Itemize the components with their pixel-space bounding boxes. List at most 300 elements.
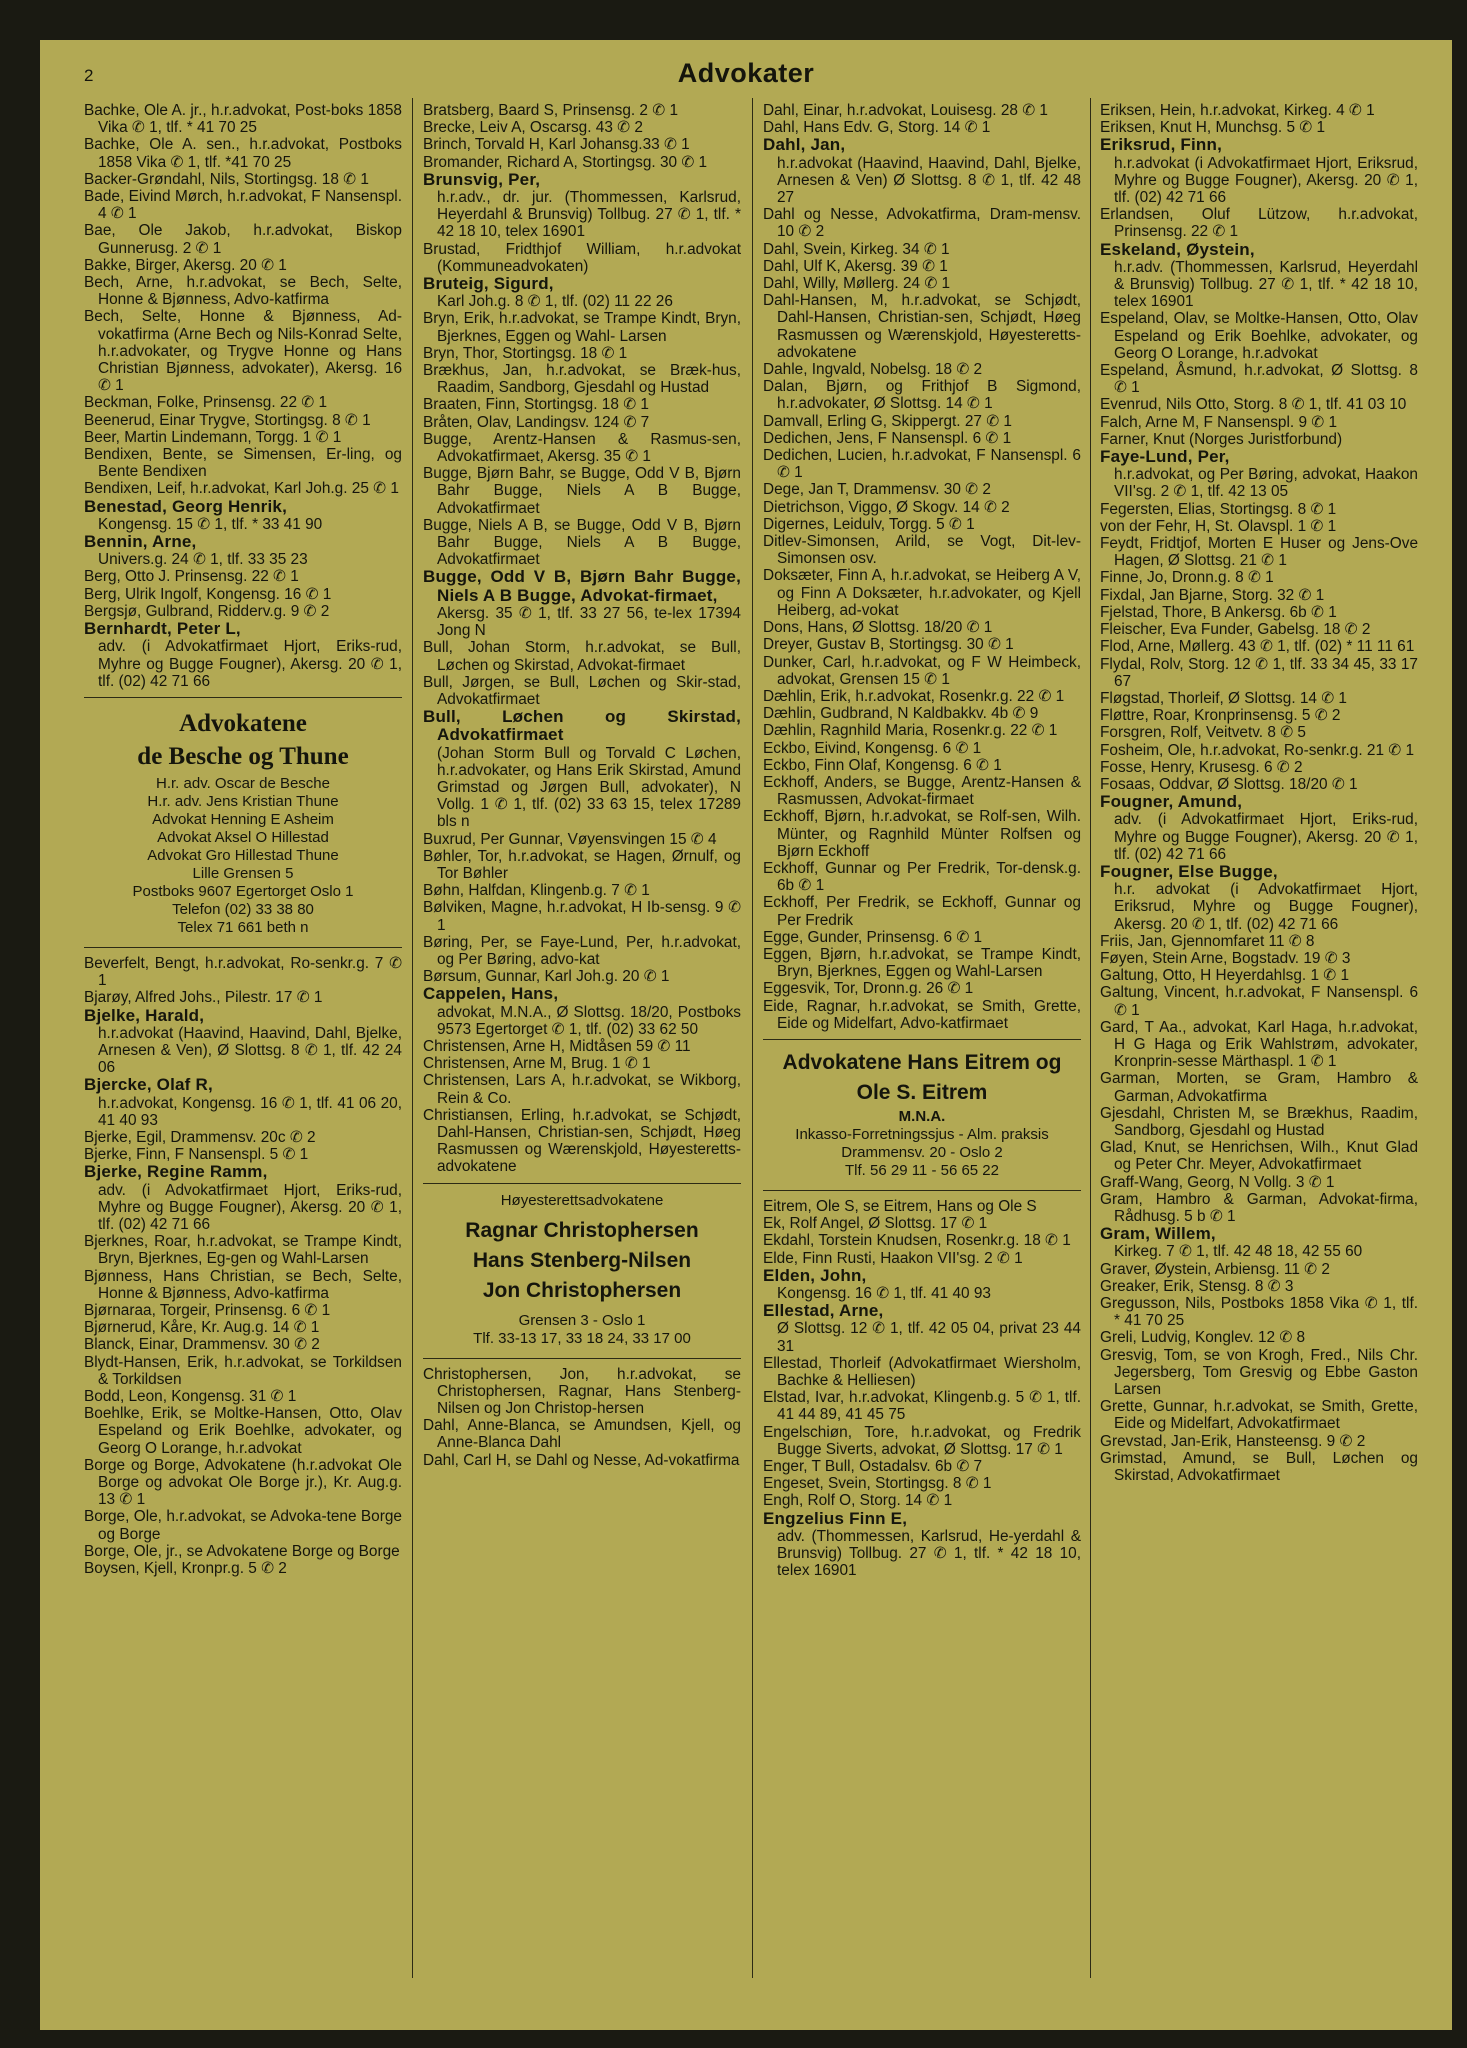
listing-entry [423,345,741,362]
listing-text: Fjelstad, Thore, B Ankersg. 6b ✆ 1 [1100,603,1337,621]
listing-text: Dæhlin, Ragnhild Maria, Rosenkr.g. 22 ✆ 1 [763,722,1058,740]
listing-text: Dahle, Ingvald, Nobelsg. 18 ✆ 2 [763,361,983,379]
listing-entry [84,1146,402,1163]
listing-text: h.r.adv., dr. jur. (Thommessen, Karlsrud, Heyerdahl & Brunsvig) Tollbug. 27 ✆ 1, tlf. * 42 18 10, telex 16901 [437,189,741,241]
listing-entry [763,275,1081,292]
listing-text: Elde, Finn Rusti, Haakon VII'sg. 2 ✆ 1 [763,1249,1023,1267]
listing-name: Engzelius Finn E, [763,1508,908,1528]
listing-entry [763,860,1081,894]
listing-text: adv. (i Advokatfirmaet Hjort, Eriks-rud, Myhre og Bugge Fougner), Akersg. 20 ✆ 1, tlf. (02) 42 71 66 [98,638,402,690]
entry-list [84,102,402,690]
listing-entry [84,955,402,989]
listing-text: Dæhlin, Gudbrand, N Kaldbakkv. 4b ✆ 9 [763,705,1039,723]
listing-text: Kirkeg. 7 ✆ 1, tlf. 42 48 18, 42 55 60 [1114,1243,1363,1261]
listing-text: Blydt-Hansen, Erik, h.r.advokat, se Torkildsen & Torkildsen [84,1353,402,1388]
listing-entry [1100,638,1418,655]
listing-entry [84,498,402,533]
listing-text: Farner, Knut (Norges Juristforbund) [1100,430,1343,448]
column-divider [1090,98,1091,1978]
entry-list [763,102,1081,1032]
listing-text: Eckbo, Eivind, Kongensg. 6 ✆ 1 [763,739,982,757]
listing-text: Bugge, Arentz-Hansen & Rasmus-sen, Advokatfirmaet, Akersg. 35 ✆ 1 [423,430,741,466]
listing-text: Brinch, Torvald H, Karl Johansg.33 ✆ 1 [423,136,690,154]
listing-text: Dedichen, Lucien, h.r.advokat, F Nansenspl. 6 ✆ 1 [763,447,1081,482]
listing-entry [84,1388,402,1405]
listing-entry [423,848,741,882]
listing-text: Univers.g. 24 ✆ 1, tlf. 33 35 23 [98,551,308,569]
listing-entry [1100,967,1418,984]
ad-line: Drammensv. 20 - Oslo 2 [841,1143,1003,1161]
listing-entry [1100,119,1418,136]
ad-christophersen [423,1183,741,1359]
listing-text: Graff-Wang, Georg, N Vollg. 3 ✆ 1 [1100,1173,1335,1191]
listing-text: Bjørnaraa, Torgeir, Prinsensg. 6 ✆ 1 [84,1301,331,1319]
listing-entry [423,414,741,431]
listing-name: Cappelen, Hans, [423,984,559,1004]
listing-entry [763,533,1081,567]
listing-entry [1100,448,1418,501]
listing-text: Fleischer, Eva Funder, Gabelsg. 18 ✆ 2 [1100,621,1371,639]
listing-entry [1100,793,1418,863]
listing-text: Feydt, Fridtjof, Morten E Huser og Jens-Ove Hagen, Ø Slottsg. 21 ✆ 1 [1100,535,1418,570]
listing-name: Dahl, Jan, [763,135,846,155]
listing-entry [763,705,1081,722]
listing-text: (Johan Storm Bull og Torvald C Løchen, h.r.advokater, og Hans Erik Skirstad, Amund Grimstad og Jørgen Bull, advokater), N Vollg. 1 ✆ 1, tlf. (02) 33 63 15, telex 17289 bls n [437,744,741,831]
listing-entry [763,292,1081,361]
listing-text: Bøhn, Halfdan, Klingenb.g. 7 ✆ 1 [423,882,650,900]
listing-entry [1100,396,1418,413]
listing-entry [423,136,741,153]
listing-text: Eckbo, Finn Olaf, Kongensg. 6 ✆ 1 [763,756,1002,774]
listing-text: Bromander, Richard A, Stortingsg. 30 ✆ 1 [423,153,708,171]
listing-entry [423,968,741,985]
listing-entry [763,481,1081,498]
listing-text: Bakke, Birger, Akersg. 20 ✆ 1 [84,256,287,274]
listing-text: Espeland, Olav, se Moltke-Hansen, Otto, Olav Espeland og Erik Boehlke, advokater, og Georg O Lorange, h.r.advokat [1100,310,1418,362]
listing-entry [763,1232,1081,1249]
listing-entry [1100,535,1418,569]
listing-text: Christensen, Lars A, h.r.advokat, se Wikborg, Rein & Co. [423,1072,741,1107]
listing-text: von der Fehr, H, St. Olavspl. 1 ✆ 1 [1100,517,1337,535]
listing-entry [1100,759,1418,776]
listing-text: adv. (Thommessen, Karlsrud, He-yerdahl & Brunsvig) Tollbug. 27 ✆ 1, tlf. * 42 18 10, telex 16901 [777,1527,1081,1580]
listing-text: Bjerke, Finn, F Nansenspl. 5 ✆ 1 [84,1146,309,1164]
listing-entry [423,241,741,275]
listing-entry [423,1366,741,1418]
listing-entry [423,1417,741,1451]
listing-entry [1100,621,1418,638]
listing-text: advokat, M.N.A., Ø Slottsg. 18/20, Postboks 9573 Egertorget ✆ 1, tlf. (02) 33 62 50 [437,1003,741,1038]
listing-name: Bernhardt, Peter L, [84,619,241,639]
listing-text: Bjerke, Egil, Drammensv. 20c ✆ 2 [84,1128,316,1146]
listing-name: Gram, Willem, [1100,1224,1216,1244]
listing-text: Greaker, Erik, Stensg. 8 ✆ 3 [1100,1277,1294,1295]
listing-text: Bjarøy, Alfred Johs., Pilestr. 17 ✆ 1 [84,989,323,1007]
listing-entry [423,362,741,396]
listing-text: adv. (i Advokatfirmaet Hjort, Eriks-rud, Myhre og Bugge Fougner), Akersg. 20 ✆ 1, tlf. (02) 42 71 66 [98,1181,402,1233]
ad-line: Telefon (02) 33 38 80 [172,900,314,918]
listing-entry [423,431,741,465]
listing-entry [84,1457,402,1509]
listing-text: Bjerknes, Roar, h.r.advokat, se Trampe Kindt, Bryn, Bjerknes, Eg-gen og Wahl-Larsen [84,1233,402,1268]
listing-entry [1100,690,1418,707]
listing-text: Digernes, Leidulv, Torgg. 5 ✆ 1 [763,515,975,533]
listing-text: Erlandsen, Oluf Lützow, h.r.advokat, Prinsensg. 22 ✆ 1 [1100,206,1418,241]
listing-text: Eide, Ragnar, h.r.advokat, se Smith, Grette, Eide og Midelfart, Advo-katfirmaet [763,997,1081,1032]
listing-entry [1100,1433,1418,1450]
entry-list [423,1366,741,1469]
ad-lines [423,1312,741,1348]
listing-entry [423,568,741,639]
listing-text: Buxrud, Per Gunnar, Vøyensvingen 15 ✆ 4 [423,830,717,848]
listing-text: h.r.advokat, og Per Børing, advokat, Haakon VII'sg. 2 ✆ 1, tlf. 42 13 05 [1114,466,1418,501]
listing-text: h.r.advokat (Haavind, Haavind, Dahl, Bjelke, Arnesen & Ven), Ø Slottsg. 8 ✆ 1, tlf. 42 24 06 [98,1024,402,1077]
listing-entry [1100,950,1418,967]
listing-text: Borge, Ole, jr., se Advokatene Borge og Borge [84,1542,400,1560]
listing-entry [84,568,402,585]
listing-text: Bech, Selte, Honne & Bjønness, Ad-vokatfirma (Arne Bech og Nils-Konrad Selte, h.r.advokater, og Trygve Honne og Hans Christian Bjønness, advokater), Akersg. 16 ✆ 1 [84,308,402,395]
listing-text: Fixdal, Jan Bjarne, Storg. 32 ✆ 1 [1100,586,1325,604]
ad-line: Advokat Henning E Asheim [152,810,334,828]
listing-entry [1100,1105,1418,1139]
listing-entry [423,102,741,119]
listing-text: Boehlke, Erik, se Moltke-Hansen, Otto, Olav Espeland og Erik Boehlke, advokater, og Georg O Lorange, h.r.advokat [84,1405,402,1457]
listing-entry [423,934,741,968]
page-number: 2 [84,66,94,85]
ad-line: Advokat Aksel O Hillestad [157,828,329,846]
listing-text: Bech, Arne, h.r.advokat, se Bech, Selte, Honne & Bjønness, Advo-katfirma [84,274,402,309]
listing-entry [763,929,1081,946]
listing-text: Glad, Knut, se Henrichsen, Wilh., Knut Glad og Peter Chr. Meyer, Advokatfirmaet [1100,1139,1418,1174]
listing-entry [763,1475,1081,1492]
column-3 [763,102,1081,1579]
ad-line: H.r. adv. Oscar de Besche [156,774,330,792]
listing-entry [84,620,402,690]
listing-entry [1100,1347,1418,1399]
listing-entry [1100,569,1418,586]
listing-name: Bull, Løchen og Skirstad, Advokatfirmaet [423,707,741,745]
listing-text: Gard, T Aa., advokat, Karl Haga, h.r.advokat, H G Haga og Erik Wahlstrøm, advokater, Kronprin-sesse Märthaspl. 1 ✆ 1 [1100,1018,1418,1071]
listing-text: Eckhoff, Gunnar og Per Fredrik, Tor-densk.g. 6b ✆ 1 [763,859,1081,895]
listing-entry [84,1268,402,1302]
listing-entry [84,533,402,568]
listing-entry [1100,984,1418,1018]
entry-list [763,1198,1081,1579]
listing-text: Ø Slottsg. 12 ✆ 1, tlf. 42 05 04, privat 23 44 31 [777,1320,1081,1355]
listing-text: Eggen, Bjørn, h.r.advokat, se Trampe Kindt, Bryn, Bjerknes, Eggen og Wahl-Larsen [763,945,1081,981]
listing-text: Dahl, Willy, Møllerg. 24 ✆ 1 [763,275,951,293]
listing-entry [763,757,1081,774]
listing-text: Eckhoff, Bjørn, h.r.advokat, se Rolf-sen, Wilh. Münter, og Ragnhild Münter Rolfsen og Bjørn Eckhoff [763,808,1081,860]
listing-entry [84,394,402,411]
listing-text: Fosse, Henry, Krusesg. 6 ✆ 2 [1100,758,1303,776]
column-2 [423,102,741,1469]
listing-text: Friis, Jan, Gjennomfaret 11 ✆ 8 [1100,932,1315,950]
ad-subtitle: de Besche og Thune [137,742,349,770]
listing-entry [423,985,741,1038]
listing-entry [763,1198,1081,1215]
listing-name: Bjelke, Harald, [84,1005,205,1025]
listing-text: Fosheim, Ole, h.r.advokat, Ro-senkr.g. 21 ✆ 1 [1100,741,1415,759]
listing-text: Dons, Hans, Ø Slottsg. 18/20 ✆ 1 [763,619,993,637]
column-divider [752,98,753,1978]
listing-text: Eckhoff, Per Fredrik, se Eckhoff, Gunnar og Per Fredrik [763,894,1081,929]
listing-text: Bade, Eivind Mørch, h.r.advokat, F Nansenspl. 4 ✆ 1 [84,188,402,223]
listing-name: Benestad, Georg Henrik, [84,496,287,516]
listing-text: h.r. advokat (i Advokatfirmaet Hjort, Eriksrud, Myhre og Bugge Fougner), Akersg. 20 ✆ 1, tlf. (02) 42 71 66 [1114,881,1418,933]
listing-entry [423,465,741,517]
listing-text: Eriksen, Hein, h.r.advokat, Kirkeg. 4 ✆ 1 [1100,102,1375,119]
listing-entry [763,980,1081,997]
listing-entry [1100,102,1418,119]
listing-text: Bachke, Ole A. sen., h.r.advokat, Postboks 1858 Vika ✆ 1, tlf. *41 70 25 [84,136,402,171]
listing-text: Espeland, Åsmund, h.r.advokat, Ø Slottsg. 8 ✆ 1 [1100,362,1418,397]
listing-text: Gjesdahl, Christen M, se Brækhus, Raadim, Sandborg, Gjesdahl og Hustad [1100,1104,1418,1139]
listing-entry [84,429,402,446]
ad-eitrem [763,1039,1081,1191]
listing-text: Grevstad, Jan-Erik, Hansteensg. 9 ✆ 2 [1100,1432,1366,1450]
listing-text: Gresvig, Tom, se von Krogh, Fred., Nils Chr. Jegersberg, Tom Gresvig og Ebbe Gaston Larsen [1100,1346,1418,1399]
listing-entry [763,447,1081,481]
listing-text: Kongensg. 16 ✆ 1, tlf. 41 40 93 [777,1284,991,1302]
listing-entry [84,1319,402,1336]
listing-entry [1100,362,1418,396]
column-divider [412,98,413,1978]
listing-text: Føyen, Stein Arne, Bogstadv. 19 ✆ 3 [1100,949,1351,967]
listing-entry [423,882,741,899]
listing-text: Christophersen, Jon, h.r.advokat, se Christophersen, Ragnar, Hans Stenberg-Nilsen og Jon Christop-hersen [423,1365,741,1417]
listing-entry [1100,1398,1418,1432]
listing-text: Bratsberg, Baard S, Prinsensg. 2 ✆ 1 [423,102,678,119]
listing-entry [763,361,1081,378]
listing-entry [423,154,741,171]
listing-entry [84,1129,402,1146]
listing-entry [423,674,741,708]
ad-line: Inkasso-Forretningssjus - Alm. praksis [795,1125,1049,1143]
ad-name: Hans Stenberg-Nilsen [472,1248,692,1272]
listing-text: Børsum, Gunnar, Karl Joh.g. 20 ✆ 1 [423,968,670,986]
listing-text: Bachke, Ole A. jr., h.r.advokat, Post-boks 1858 Vika ✆ 1, tlf. * 41 70 25 [84,102,402,137]
listing-entry [763,894,1081,928]
listing-text: Flydal, Rolv, Storg. 12 ✆ 1, tlf. 33 34 45, 33 17 67 [1100,655,1418,690]
column-4 [1100,102,1418,1484]
ad-title: Advokatene Hans Eitrem og Ole S. Eitrem [782,1050,1062,1104]
listing-entry [1100,1450,1418,1484]
listing-text: Forsgren, Rolf, Veitvetv. 8 ✆ 5 [1100,724,1306,742]
listing-name: Fougner, Else Bugge, [1100,861,1278,881]
listing-name: Fougner, Amund, [1100,792,1243,812]
listing-text: Grette, Gunnar, h.r.advokat, se Smith, Grette, Eide og Midelfart, Advokatfirmaet [1100,1398,1418,1433]
listing-entry [1100,136,1418,206]
listing-text: Bugge, Bjørn Bahr, se Bugge, Odd V B, Bjørn Bahr Bugge, Niels A B Bugge, Advokatfirmaet [423,465,741,517]
listing-entry [763,102,1081,119]
listing-entry [763,241,1081,258]
ad-sub: M.N.A. [898,1107,946,1125]
page-title: Advokater [677,58,815,88]
listing-text: Dahl-Hansen, M, h.r.advokat, se Schjødt, Dahl-Hansen, Christian-sen, Schjødt, Høeg Rasmussen og Wærenskjold, Høyesteretts-advokatene [763,292,1081,361]
listing-entry [84,222,402,256]
ad-line: H.r. adv. Jens Kristian Thune [147,792,339,810]
listing-entry [423,1038,741,1055]
listing-text: h.r.advokat, Kongensg. 16 ✆ 1, tlf. 41 06 20, 41 40 93 [98,1094,402,1129]
listing-entry [763,1389,1081,1423]
listing-entry [763,1492,1081,1509]
listing-entry [84,1354,402,1388]
listing-entry [763,636,1081,653]
listing-text: Beer, Martin Lindemann, Torgg. 1 ✆ 1 [84,428,342,446]
listing-entry [423,119,741,136]
listing-entry [763,1267,1081,1302]
entry-list [1100,102,1418,1484]
listing-entry [1100,587,1418,604]
listing-text: Brecke, Leiv A, Oscarsg. 43 ✆ 2 [423,119,643,137]
listing-text: Dedichen, Jens, F Nansenspl. 6 ✆ 1 [763,429,1012,447]
listing-name: Ellestad, Arne, [763,1301,884,1321]
listing-text: Christiansen, Erling, h.r.advokat, se Schjødt, Dahl-Hansen, Christian-sen, Schjødt, Høeg Rasmussen og Wærenskjold, Høyesteretts-advokatene [423,1106,741,1176]
listing-text: Gram, Hambro & Garman, Advokat-firma, Rådhusg. 5 b ✆ 1 [1100,1190,1418,1225]
listing-entry [423,1055,741,1072]
listing-entry [763,774,1081,808]
listing-entry [84,1233,402,1267]
listing-name: Bennin, Arne, [84,532,197,552]
listing-entry [763,258,1081,275]
column-1 [84,102,402,1577]
listing-entry [763,619,1081,636]
listing-entry [84,274,402,308]
listing-entry [1100,1278,1418,1295]
listing-entry [763,1458,1081,1475]
listing-entry [763,722,1081,739]
listing-text: h.r.advokat (Haavind, Haavind, Dahl, Bjelke, Arnesen & Ven) Ø Slottsg. 8 ✆ 1, tlf. 42 48 27 [777,154,1081,207]
listing-entry [1100,1295,1418,1329]
listing-text: Bodd, Leon, Kongensg. 31 ✆ 1 [84,1387,297,1405]
listing-text: Bryn, Erik, h.r.advokat, se Trampe Kindt, Bryn, Bjerknes, Eggen og Wahl- Larsen [423,310,741,345]
listing-entry [763,740,1081,757]
ad-line: Tlf. 33-13 17, 33 18 24, 33 17 00 [473,1329,691,1347]
listing-entry [423,1107,741,1176]
listing-entry [1100,501,1418,518]
listing-text: Bøhler, Tor, h.r.advokat, se Hagen, Ørnulf, og Tor Bøhler [423,847,741,882]
listing-entry [84,480,402,497]
listing-text: Brækhus, Jan, h.r.advokat, se Bræk-hus, Raadim, Sandborg, Gjesdahl og Hustad [423,362,741,397]
listing-entry [763,1510,1081,1580]
listing-text: Blanck, Einar, Drammensv. 30 ✆ 2 [84,1336,320,1354]
listing-text: Bae, Ole Jakob, h.r.advokat, Biskop Gunnerusg. 2 ✆ 1 [84,222,402,257]
listing-name: Bruteig, Sigurd, [423,274,554,294]
listing-entry [1100,742,1418,759]
listing-entry [763,1302,1081,1355]
listing-entry [84,1560,402,1577]
listing-text: Dahl, Anne-Blanca, se Amundsen, Kjell, og Anne-Blanca Dahl [423,1417,741,1452]
listing-entry [763,654,1081,688]
listing-text: Berg, Ulrik Ingolf, Kongensg. 16 ✆ 1 [84,585,332,603]
listing-text: Galtung, Otto, H Heyerdahlsg. 1 ✆ 1 [1100,967,1350,985]
listing-text: Ekdahl, Torstein Knudsen, Rosenkr.g. 18 ✆ 1 [763,1232,1071,1250]
listing-entry [84,136,402,170]
ad-top: Høyesterettsadvokatene [500,1191,664,1209]
listing-entry [763,808,1081,860]
listing-text: Dæhlin, Erik, h.r.advokat, Rosenkr.g. 22 ✆ 1 [763,687,1065,705]
listing-entry [423,1452,741,1469]
listing-text: Akersg. 35 ✆ 1, tlf. 33 27 56, te-lex 17394 Jong N [437,604,741,640]
listing-text: Fosaas, Oddvar, Ø Slottsg. 18/20 ✆ 1 [1100,775,1358,793]
listing-name: Bjercke, Olaf R, [84,1075,213,1095]
listing-text: Fegersten, Elias, Stortingsg. 8 ✆ 1 [1100,500,1337,518]
listing-text: Eggesvik, Tor, Dronn.g. 26 ✆ 1 [763,980,974,998]
listing-entry [1100,604,1418,621]
listing-text: Engelschiøn, Tore, h.r.advokat, og Fredrik Bugge Siverts, advokat, Ø Slottsg. 17 ✆ 1 [763,1423,1081,1458]
listing-text: Ditlev-Simonsen, Arild, se Vogt, Dit-lev-Simonsen osv. [763,533,1081,568]
ad-line: Lille Grensen 5 [192,864,294,882]
listing-name: Eskeland, Øystein, [1100,239,1255,259]
listing-entry [84,102,402,136]
ad-line: Advokat Gro Hillestad Thune [147,846,339,864]
listing-text: h.r.adv. (Thommessen, Karlsrud, Heyerdahl & Brunsvig) Tollbug. 27 ✆ 1, tlf. * 42 18 10, telex 16901 [1114,258,1418,311]
listing-text: Backer-Grøndahl, Nils, Stortingsg. 18 ✆ 1 [84,170,369,188]
listing-text: Dahl, Ulf K, Akersg. 39 ✆ 1 [763,257,948,275]
listing-entry [1100,724,1418,741]
listing-entry [84,1508,402,1542]
listing-entry [1100,414,1418,431]
listing-entry [84,1302,402,1319]
listing-text: Ellestad, Thorleif (Advokatfirmaet Wiersholm, Bachke & Helliesen) [763,1354,1081,1389]
listing-text: Dietrichson, Viggo, Ø Skogv. 14 ✆ 2 [763,498,1010,516]
listing-text: Bull, Johan Storm, h.r.advokat, se Bull, Løchen og Skirstad, Advokat-firmaet [423,639,741,674]
listing-entry [763,499,1081,516]
listing-entry [763,206,1081,240]
listing-entry [1100,310,1418,362]
listing-text: Damvall, Erling G, Skippergt. 27 ✆ 1 [763,412,1012,430]
listing-text: Garman, Morten, se Gram, Hambro & Garman, Advokatfirma [1100,1070,1418,1105]
listing-entry [84,412,402,429]
listing-entry [1100,1139,1418,1173]
listing-text: Bryn, Thor, Stortingsg. 18 ✆ 1 [423,344,628,362]
listing-entry [84,257,402,274]
listing-entry [423,639,741,673]
listing-entry [1100,933,1418,950]
listing-entry [763,1355,1081,1389]
listing-entry [84,603,402,620]
listing-entry [1100,863,1418,933]
listing-entry [763,516,1081,533]
listing-entry [1100,656,1418,690]
listing-text: Karl Joh.g. 8 ✆ 1, tlf. (02) 11 22 26 [437,293,673,311]
listing-text: Dahl, Carl H, se Dahl og Nesse, Ad-vokatfirma [423,1451,740,1469]
listing-entry [84,1076,402,1129]
listing-entry [763,946,1081,980]
listing-text: Enger, T Bull, Ostadalsv. 6b ✆ 7 [763,1458,983,1476]
listing-entry [1100,1261,1418,1278]
listing-entry [1100,1225,1418,1260]
ad-line: Tlf. 56 29 11 - 56 65 22 [845,1161,999,1179]
listing-text: Berg, Otto J. Prinsensg. 22 ✆ 1 [84,568,299,586]
listing-entry [1100,206,1418,240]
listing-text: Børing, Per, se Faye-Lund, Per, h.r.advokat, og Per Børing, advo-kat [423,933,741,968]
listing-entry [423,517,741,569]
listing-entry [1100,707,1418,724]
listing-entry [84,586,402,603]
listing-entry [423,831,741,848]
listing-text: Evenrud, Nils Otto, Storg. 8 ✆ 1, tlf. 41 03 10 [1100,396,1407,414]
listing-entry [423,899,741,933]
listing-name: Bugge, Odd V B, Bjørn Bahr Bugge, Niels A B Bugge, Advokat-firmaet, [423,567,741,605]
listing-name: Brunsvig, Per, [423,169,541,189]
listing-entry [84,1405,402,1457]
listing-entry [763,413,1081,430]
listing-text: Ek, Rolf Angel, Ø Slottsg. 17 ✆ 1 [763,1215,988,1233]
listing-text: Braaten, Finn, Stortingsg. 18 ✆ 1 [423,396,649,414]
listing-text: Bjønness, Hans Christian, se Bech, Selte, Honne & Bjønness, Advo-katfirma [84,1267,402,1302]
